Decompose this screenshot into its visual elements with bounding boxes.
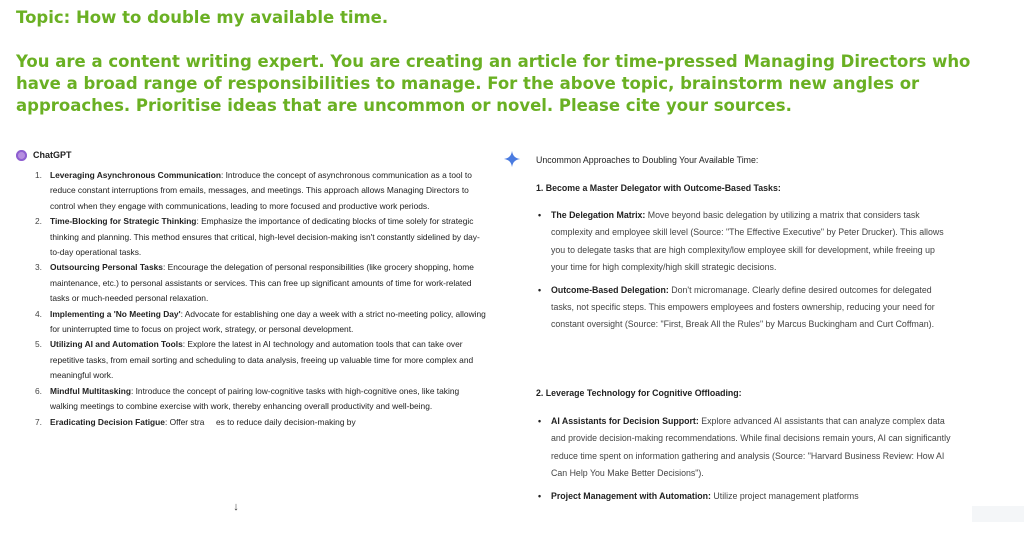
list-heading: Mindful Multitasking [50, 385, 131, 396]
section-heading: 2. Leverage Technology for Cognitive Offloading: [536, 388, 742, 398]
section-heading: 1. Become a Master Delegator with Outcome-Based Tasks: [536, 183, 781, 193]
bullet-list [536, 413, 951, 510]
list-item [536, 282, 951, 334]
list-number: 4. [35, 308, 42, 319]
list-number: 7. [35, 416, 42, 427]
list-item [16, 307, 486, 338]
bullet-icon: • [538, 416, 542, 426]
list-heading: Eradicating Decision Fatigue [50, 416, 165, 427]
list-item [16, 214, 486, 260]
list-number: 2. [35, 216, 42, 227]
list-heading: The Delegation Matrix: [551, 210, 646, 220]
gemini-sparkle-icon [503, 150, 521, 168]
bullet-icon: • [538, 210, 542, 220]
list-item [536, 207, 951, 277]
bullet-icon: • [538, 490, 542, 501]
list-item [536, 413, 951, 483]
prompt-topic: Topic: How to double my available time. [16, 8, 389, 27]
list-text: : Emphasize the importance of dedicating blocks of time solely for strategic thinking and planning. This method ensures that critical, high-level decision-making isn't constantly sidelined by day-to-day operational tasks. [50, 216, 480, 258]
list-text: : Introduce the concept of asynchronous communication as a tool to reduce constant interruptions from emails, messages, and meetings. This approach allows Managing Directors to control when they engage with communications, leading to more focused and productive work periods. [50, 170, 472, 211]
list-number: 6. [35, 385, 42, 396]
chatgpt-header [16, 150, 486, 164]
list-text: : Introduce the concept of pairing low-cognitive tasks with high-cognitive ones, like taking walking meetings to combine exercise with work, thereby enhancing overall productivity and well-being. [50, 385, 460, 412]
list-text: : Offer stra es to reduce daily decision-making by [164, 416, 356, 427]
list-item [16, 260, 486, 306]
list-heading: Outsourcing Personal Tasks [50, 262, 163, 273]
list-item [536, 488, 951, 505]
list-item [16, 168, 486, 214]
list-heading: Utilizing AI and Automation Tools [50, 339, 183, 350]
list-heading: Project Management with Automation: [551, 490, 711, 501]
list-text: Explore advanced AI assistants that can analyze complex data and provide decision-making recommendations. While final decisions remain yours, AI can significantly reduce time spent on information gathering and analysis (Source: "Harvard Business Review: How AI Can Help You Make Better Decisions"). [551, 416, 951, 479]
list-item [16, 415, 486, 430]
prompt-body: You are a content writing expert. You are creating an article for time-pressed Managing Directors who have a broad range of responsibilities to manage. For the above topic, brainstorm new angles or approaches. Prioritise ideas that are uncommon or novel. Please cite your sources. [16, 52, 971, 115]
gemini-intro: Uncommon Approaches to Doubling Your Available Time: [536, 155, 759, 165]
list-heading: Leveraging Asynchronous Communication [50, 170, 221, 180]
list-text: Don't micromanage. Clearly define desired outcomes for delegated tasks, not specific steps. This empowers employees and fosters ownership, reducing your need for constant oversight (Source: "First, Break All the Rules" by Marcus Buckingham and Curt Coffman). [551, 284, 935, 330]
list-text: : Explore the latest in AI technology and automation tools that can take over repetitive tasks, from email sorting and scheduling to data analysis, freeing up valuable time for more complex and meaningful work. [50, 339, 474, 381]
chatgpt-response [16, 150, 486, 530]
gemini-response [503, 150, 963, 530]
list-number: 1. [35, 170, 42, 180]
list-text: : Advocate for establishing one day a week with a strict no-meeting policy, allowing for uninterrupted time to focus on project work, strategy, or personal development. [50, 308, 486, 335]
list-heading: Outcome-Based Delegation: [551, 284, 669, 295]
list-number: 5. [35, 339, 42, 350]
scroll-down-icon[interactable]: ↓ [229, 500, 243, 514]
list-item [16, 384, 486, 415]
page-edge-divider [972, 506, 1024, 522]
prompt-block [16, 6, 1016, 117]
list-text: Utilize project management platforms [710, 490, 859, 501]
bullet-list [536, 207, 951, 339]
chatgpt-list [16, 168, 486, 430]
list-item [16, 337, 486, 383]
list-heading: Time-Blocking for Strategic Thinking [50, 216, 197, 227]
chatgpt-name: ChatGPT [33, 150, 72, 160]
list-text: Move beyond basic delegation by utilizing a matrix that considers task complexity and employee skill level (Source: "The Effective Executive" by Peter Drucker). This allows you to delegate tasks that are high complexity/low employee skill for development, while freeing up your time for high complexity/high skill strategic decisions. [551, 210, 944, 273]
list-number: 3. [35, 262, 42, 273]
list-text: : Encourage the delegation of personal responsibilities (like grocery shopping, home maintenance, etc.) to personal assistants or services. This can free up significant amounts of time for work-related tasks or much-needed personal relaxation. [50, 262, 474, 304]
list-heading: AI Assistants for Decision Support: [551, 416, 699, 426]
chatgpt-avatar-icon [16, 150, 27, 161]
bullet-icon: • [538, 284, 542, 295]
list-heading: Implementing a 'No Meeting Day' [50, 308, 181, 319]
